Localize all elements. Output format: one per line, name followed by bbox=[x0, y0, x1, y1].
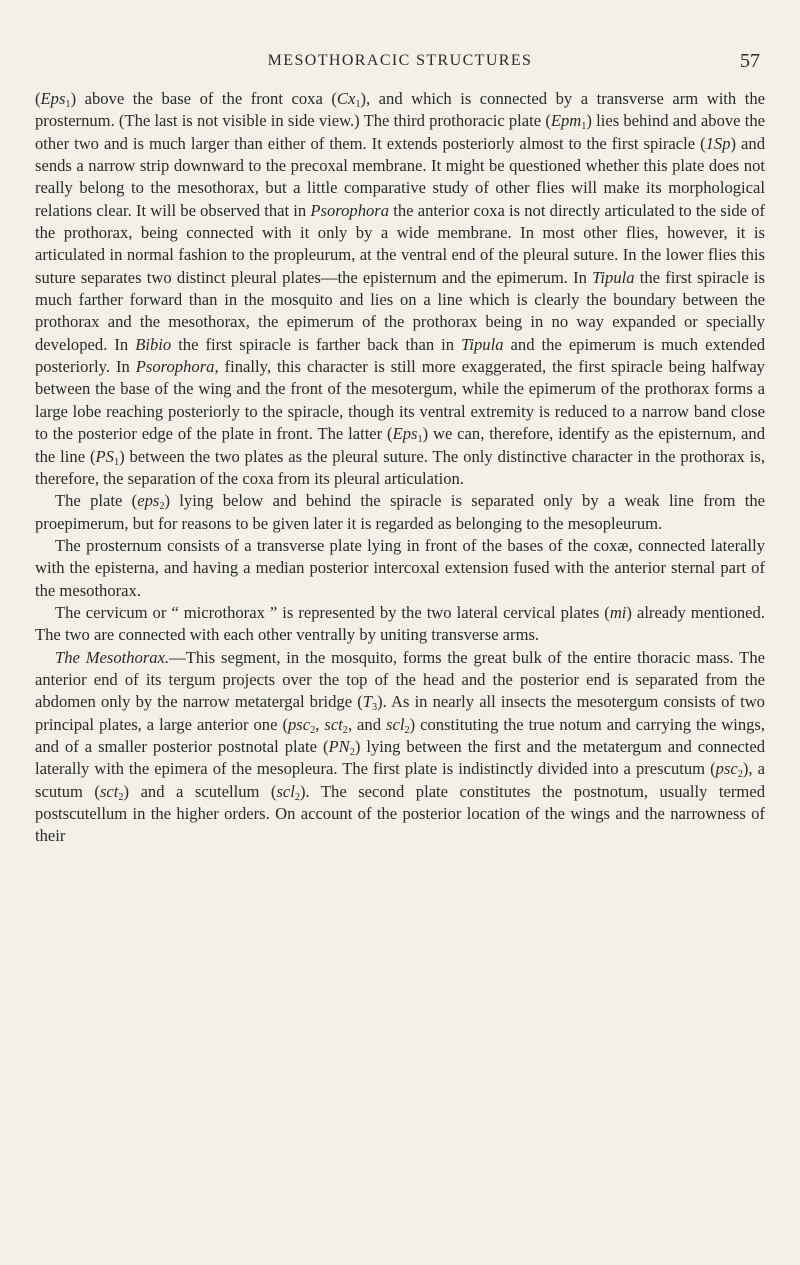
text-run: the anterior coxa is not directly articulated to the side of the prothorax, being connected with it only by a wide membrane. In most other flies, however, it is articulated in normal fashion to the propleurum, at the ventral end of the pleural suture. In the lower flies this suture separates two distinct pleural plates—the episternum and the epimerum. In bbox=[35, 200, 766, 287]
italic-term: The Mesothorax. bbox=[55, 647, 170, 667]
italic-term: Psorophora bbox=[310, 200, 390, 220]
text-run: ) we can, therefore, identify as the episternum, and the line ( bbox=[35, 424, 766, 466]
subscript: 2 bbox=[737, 769, 743, 781]
italic-term: PS bbox=[95, 446, 114, 466]
paragraph bbox=[35, 88, 765, 490]
italic-term: Epm bbox=[550, 111, 582, 131]
text-run: ( bbox=[35, 89, 41, 108]
running-title: MESOTHORACIC STRUCTURES bbox=[267, 52, 533, 69]
text-run: ) above the base of the front coxa ( bbox=[70, 89, 337, 108]
text-run: the first spiracle is much farther forward than in the mosquito and lies on a line which is clearly the boundary between the prothorax and the mesothorax, the epimerum of the prothorax being in no way expanded or specially developed. In bbox=[35, 267, 765, 354]
italic-term: Eps bbox=[392, 424, 418, 444]
italic-term: 1Sp bbox=[705, 133, 731, 153]
paragraph bbox=[35, 535, 765, 602]
text-run: ) between the two plates as the pleural suture. The only distinctive character in the prothorax is, therefore, the separation of the coxa from its pleural articulation. bbox=[35, 446, 765, 488]
text-run: ) lies behind and above the other two and is much larger than either of them. It extends posteriorly almost to the first spiracle ( bbox=[35, 111, 765, 153]
italic-term: psc bbox=[715, 759, 738, 779]
subscript: 2 bbox=[118, 791, 124, 803]
italic-term: Psorophora, bbox=[135, 357, 219, 377]
italic-term: Tipula bbox=[592, 267, 635, 287]
subscript: 1 bbox=[113, 456, 120, 468]
text-run: ), and which is connected by a transverse arm with the prosternum. (The last is not visible in side view.) The third prothoracic plate ( bbox=[35, 89, 766, 131]
subscript: 1 bbox=[355, 99, 361, 111]
paragraph bbox=[35, 602, 765, 647]
subscript: 3 bbox=[371, 702, 378, 714]
text-run: finally, this character is still more exaggerated, the first spiracle being halfway between the base of the wing and the front of the mesotergum, while the epimerum of the prothorax forms a large lobe reaching posteriorly to the spiracle, though its ventral extremity is reduced to a narrow band close to the posterior edge of the plate in front. The latter ( bbox=[35, 357, 765, 444]
text-run: The cervicum or “ microthorax ” is represented by the two lateral cervical plates ( bbox=[55, 602, 610, 622]
text-run: The prosternum consists of a transverse plate lying in front of the bases of the coxæ, connected laterally with the episterna, and having a median posterior intercoxal extension fused with the anterior sternal part of the mesothorax. bbox=[35, 535, 765, 600]
italic-term: mi bbox=[609, 602, 627, 622]
text-run: ) constituting the true notum and carrying the wings, and of a smaller posterior postnotal plate ( bbox=[35, 714, 766, 756]
text-run: , bbox=[315, 714, 325, 734]
italic-term: Tipula bbox=[461, 334, 504, 354]
italic-term: Bibio bbox=[135, 334, 172, 354]
subscript: 2 bbox=[310, 724, 316, 736]
text-run: —This segment, in the mosquito, forms the great bulk of the entire thoracic mass. The anterior end of its tergum projects over the top of the head and the posterior end is separated from the abdomen only by the narrow metatergal bridge ( bbox=[35, 647, 765, 712]
text-run: , and bbox=[347, 714, 386, 734]
italic-term: Cx bbox=[336, 89, 356, 108]
text-run: the first spiracle is farther back than in bbox=[171, 334, 462, 354]
text-run: ), a scutum ( bbox=[35, 759, 765, 801]
subscript: 2 bbox=[404, 724, 410, 736]
subscript: 2 bbox=[159, 501, 165, 513]
italic-term: sct bbox=[324, 714, 343, 734]
subscript: 2 bbox=[349, 747, 355, 759]
subscript: 2 bbox=[342, 724, 348, 736]
text-run: The plate ( bbox=[55, 491, 138, 511]
subscript: 1 bbox=[417, 434, 423, 446]
italic-term: PN bbox=[328, 736, 350, 756]
subscript: 1 bbox=[65, 99, 71, 111]
italic-term: scl bbox=[386, 714, 405, 734]
text-run: ). The second plate constitutes the postnotum, usually termed postscutellum in the higher orders. On account of the posterior location of the wings and the narrowness of their bbox=[35, 781, 765, 846]
italic-term: sct bbox=[99, 781, 119, 801]
text-run: ) and a scutellum ( bbox=[123, 781, 277, 801]
text-run: ) lying below and behind the spiracle is separated only by a weak line from the proepimerum, but for reasons to be given later it is regarded as belonging to the mesopleurum. bbox=[35, 491, 765, 533]
page-number: 57 bbox=[740, 50, 760, 72]
italic-term: T bbox=[362, 692, 372, 712]
italic-term: eps bbox=[137, 491, 160, 511]
body-text bbox=[35, 88, 765, 848]
subscript: 1 bbox=[581, 121, 587, 133]
italic-term: scl bbox=[276, 781, 295, 801]
italic-term: psc bbox=[287, 714, 311, 734]
paragraph bbox=[35, 490, 765, 535]
text-run: and the epimerum is much extended posteriorly. In bbox=[35, 334, 765, 377]
text-run: ). As in nearly all insects the mesotergum consists of two principal plates, a large anterior one ( bbox=[35, 692, 765, 734]
paragraph bbox=[35, 647, 765, 848]
text-run: ) and sends a narrow strip downward to the precoxal membrane. It might be questioned whether this plate does not really belong to the mesothorax, but a little comparative study of other flies will make its morphological relations clear. It will be observed that in bbox=[35, 133, 765, 220]
italic-term: Eps bbox=[40, 89, 66, 108]
subscript: 2 bbox=[294, 791, 301, 803]
text-run: ) lying between the first and the metatergum and connected laterally with the epimera of the mesopleura. The first plate is indistinctly divided into a prescutum ( bbox=[35, 736, 765, 779]
text-run: ) already mentioned. The two are connected with each other ventrally by uniting transverse arms. bbox=[35, 602, 765, 645]
